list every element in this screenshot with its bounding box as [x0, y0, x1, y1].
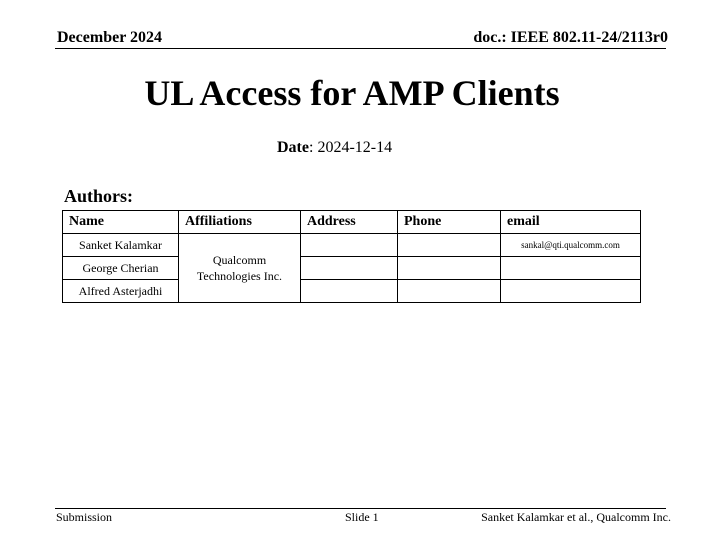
- table-row: [63, 234, 641, 257]
- author-name: George Cherian: [63, 257, 179, 280]
- header-date: December 2024: [57, 29, 162, 46]
- slide-title: UL Access for AMP Clients: [144, 73, 560, 113]
- date-label: Date: [277, 139, 309, 156]
- author-phone: [398, 257, 501, 280]
- header-divider: [55, 48, 666, 49]
- authors-table: [62, 210, 641, 303]
- author-email: [501, 257, 641, 280]
- column-header-email: email: [501, 211, 641, 234]
- date-line: [277, 138, 392, 158]
- author-email: [501, 280, 641, 303]
- footer-divider: [55, 508, 666, 509]
- column-header-affiliations: Affiliations: [179, 211, 301, 234]
- author-name: Alfred Asterjadhi: [63, 280, 179, 303]
- column-header-name: Name: [63, 211, 179, 234]
- author-affiliation: Qualcomm Technologies Inc.: [179, 234, 301, 303]
- authors-heading: Authors:: [64, 186, 134, 206]
- table-header-row: [63, 211, 641, 234]
- author-name: Sanket Kalamkar: [63, 234, 179, 257]
- author-address: [301, 257, 398, 280]
- table-row: [63, 257, 641, 280]
- column-header-phone: Phone: [398, 211, 501, 234]
- footer-slide-number: Slide 1: [345, 510, 379, 524]
- table-row: [63, 280, 641, 303]
- column-header-address: Address: [301, 211, 398, 234]
- author-email: sankal@qti.qualcomm.com: [501, 234, 641, 257]
- date-value: 2024-12-14: [317, 139, 393, 156]
- footer-authors: Sanket Kalamkar et al., Qualcomm Inc.: [481, 510, 671, 524]
- author-phone: [398, 280, 501, 303]
- footer-submission: Submission: [56, 510, 113, 524]
- author-phone: [398, 234, 501, 257]
- header-doc-id: doc.: IEEE 802.11-24/2113r0: [473, 29, 668, 46]
- author-address: [301, 234, 398, 257]
- author-address: [301, 280, 398, 303]
- date-separator: :: [308, 139, 318, 156]
